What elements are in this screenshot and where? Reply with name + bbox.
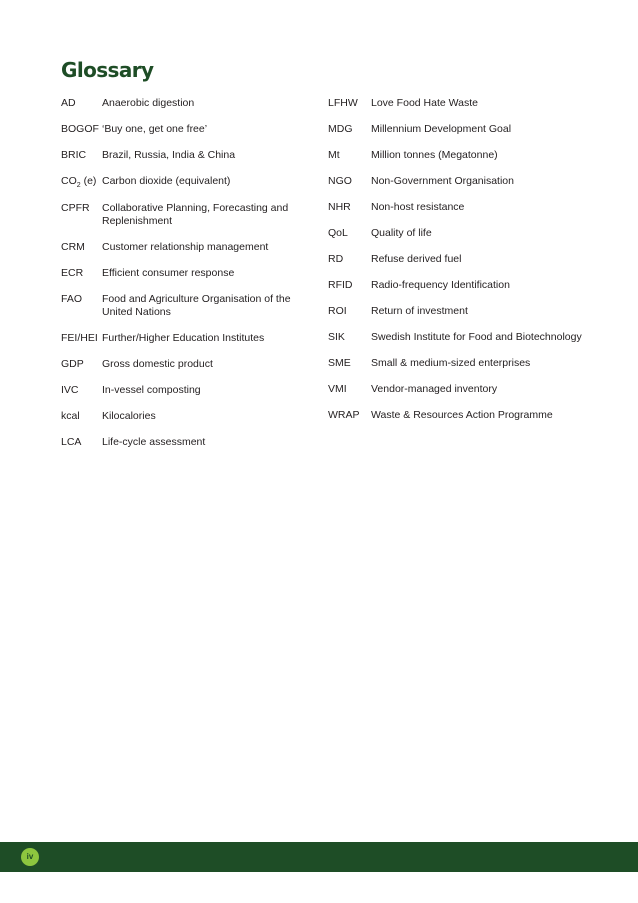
glossary-definition: Further/Higher Education Institutes	[102, 332, 265, 344]
abbreviation-subscript: 2	[76, 182, 81, 189]
glossary-definition: Life-cycle assessment	[102, 436, 206, 448]
glossary-definition: Non-Government Organisation	[371, 175, 514, 187]
glossary-entry	[328, 97, 608, 110]
glossary-definition: Quality of life	[371, 227, 432, 239]
glossary-definition: Kilocalories	[102, 410, 156, 422]
page-number-badge: iv	[21, 848, 39, 866]
glossary-entry	[328, 409, 608, 422]
footer-band	[0, 842, 638, 872]
glossary-definition: Food and Agriculture Organisation of the United Nations	[102, 293, 291, 318]
glossary-entry	[61, 436, 301, 449]
glossary-abbreviation: SME	[328, 357, 351, 369]
glossary-abbreviation: LFHW	[328, 97, 358, 109]
glossary-abbreviation	[61, 175, 102, 189]
glossary-definition: In-vessel composting	[102, 384, 201, 396]
glossary-entry	[328, 253, 608, 266]
glossary-abbreviation: FEI/HEI	[61, 332, 98, 344]
glossary-entry	[328, 175, 608, 188]
glossary-column-right	[328, 97, 608, 435]
glossary-definition: Love Food Hate Waste	[371, 97, 478, 109]
glossary-entry	[328, 331, 608, 344]
glossary-abbreviation: QoL	[328, 227, 348, 239]
page-title: Glossary	[61, 58, 154, 82]
glossary-definition: Efficient consumer response	[102, 267, 235, 279]
glossary-abbreviation: NGO	[328, 175, 352, 187]
glossary-definition: Collaborative Planning, Forecasting and Replenishment	[102, 202, 289, 227]
glossary-entry	[328, 227, 608, 240]
glossary-abbreviation: NHR	[328, 201, 351, 213]
glossary-abbreviation: VMI	[328, 383, 347, 395]
glossary-entry	[328, 305, 608, 318]
glossary-abbreviation: Mt	[328, 149, 340, 161]
glossary-definition: Radio-frequency Identification	[371, 279, 510, 291]
glossary-entry	[328, 383, 608, 396]
glossary-abbreviation: ROI	[328, 305, 347, 317]
glossary-definition: Customer relationship management	[102, 241, 269, 253]
glossary-definition: Small & medium-sized enterprises	[371, 357, 531, 369]
glossary-entry	[61, 241, 301, 254]
glossary-abbreviation: RD	[328, 253, 344, 265]
glossary-entry	[328, 357, 608, 370]
glossary-entry	[61, 358, 301, 371]
glossary-entry	[61, 267, 301, 280]
glossary-definition: Refuse derived fuel	[371, 253, 462, 265]
glossary-definition: Gross domestic product	[102, 358, 213, 370]
glossary-entry	[61, 175, 301, 189]
glossary-entry	[61, 202, 301, 228]
glossary-abbreviation: IVC	[61, 384, 79, 396]
glossary-definition: Waste & Resources Action Programme	[371, 409, 553, 421]
glossary-definition: Million tonnes (Megatonne)	[371, 149, 498, 161]
glossary-entry	[328, 201, 608, 214]
glossary-definition: Vendor-managed inventory	[371, 383, 498, 395]
glossary-definition: Anaerobic digestion	[102, 97, 195, 109]
glossary-definition: Return of investment	[371, 305, 468, 317]
glossary-entry	[61, 384, 301, 397]
glossary-abbreviation: FAO	[61, 293, 83, 305]
glossary-entry	[61, 149, 301, 162]
glossary-abbreviation: CPFR	[61, 202, 90, 214]
glossary-entry	[328, 123, 608, 136]
glossary-entry	[328, 279, 608, 292]
glossary-abbreviation: BOGOF	[61, 123, 99, 135]
glossary-column-left	[61, 97, 301, 462]
glossary-definition: Millennium Development Goal	[371, 123, 512, 135]
glossary-entry	[61, 123, 301, 136]
glossary-abbreviation: kcal	[61, 410, 80, 422]
glossary-definition: Carbon dioxide (equivalent)	[102, 175, 231, 187]
glossary-abbreviation: BRIC	[61, 149, 87, 161]
glossary-abbreviation: AD	[61, 97, 76, 109]
glossary-entry	[61, 293, 301, 319]
glossary-abbreviation: GDP	[61, 358, 84, 370]
abbreviation-suffix: (e)	[80, 175, 97, 187]
glossary-definition: Swedish Institute for Food and Biotechnology	[371, 331, 582, 343]
glossary-abbreviation: MDG	[328, 123, 353, 135]
glossary-definition: Brazil, Russia, India & China	[102, 149, 236, 161]
glossary-abbreviation: SIK	[328, 331, 345, 343]
glossary-entry	[61, 410, 301, 423]
abbreviation-main: CO	[61, 175, 77, 187]
glossary-definition: ‘Buy one, get one free’	[102, 123, 208, 135]
glossary-abbreviation: WRAP	[328, 409, 360, 421]
glossary-entry	[61, 332, 301, 345]
glossary-definition: Non-host resistance	[371, 201, 465, 213]
glossary-abbreviation: RFID	[328, 279, 353, 291]
glossary-entry	[328, 149, 608, 162]
glossary-abbreviation: LCA	[61, 436, 82, 448]
glossary-abbreviation: ECR	[61, 267, 84, 279]
glossary-entry	[61, 97, 301, 110]
glossary-abbreviation: CRM	[61, 241, 85, 253]
